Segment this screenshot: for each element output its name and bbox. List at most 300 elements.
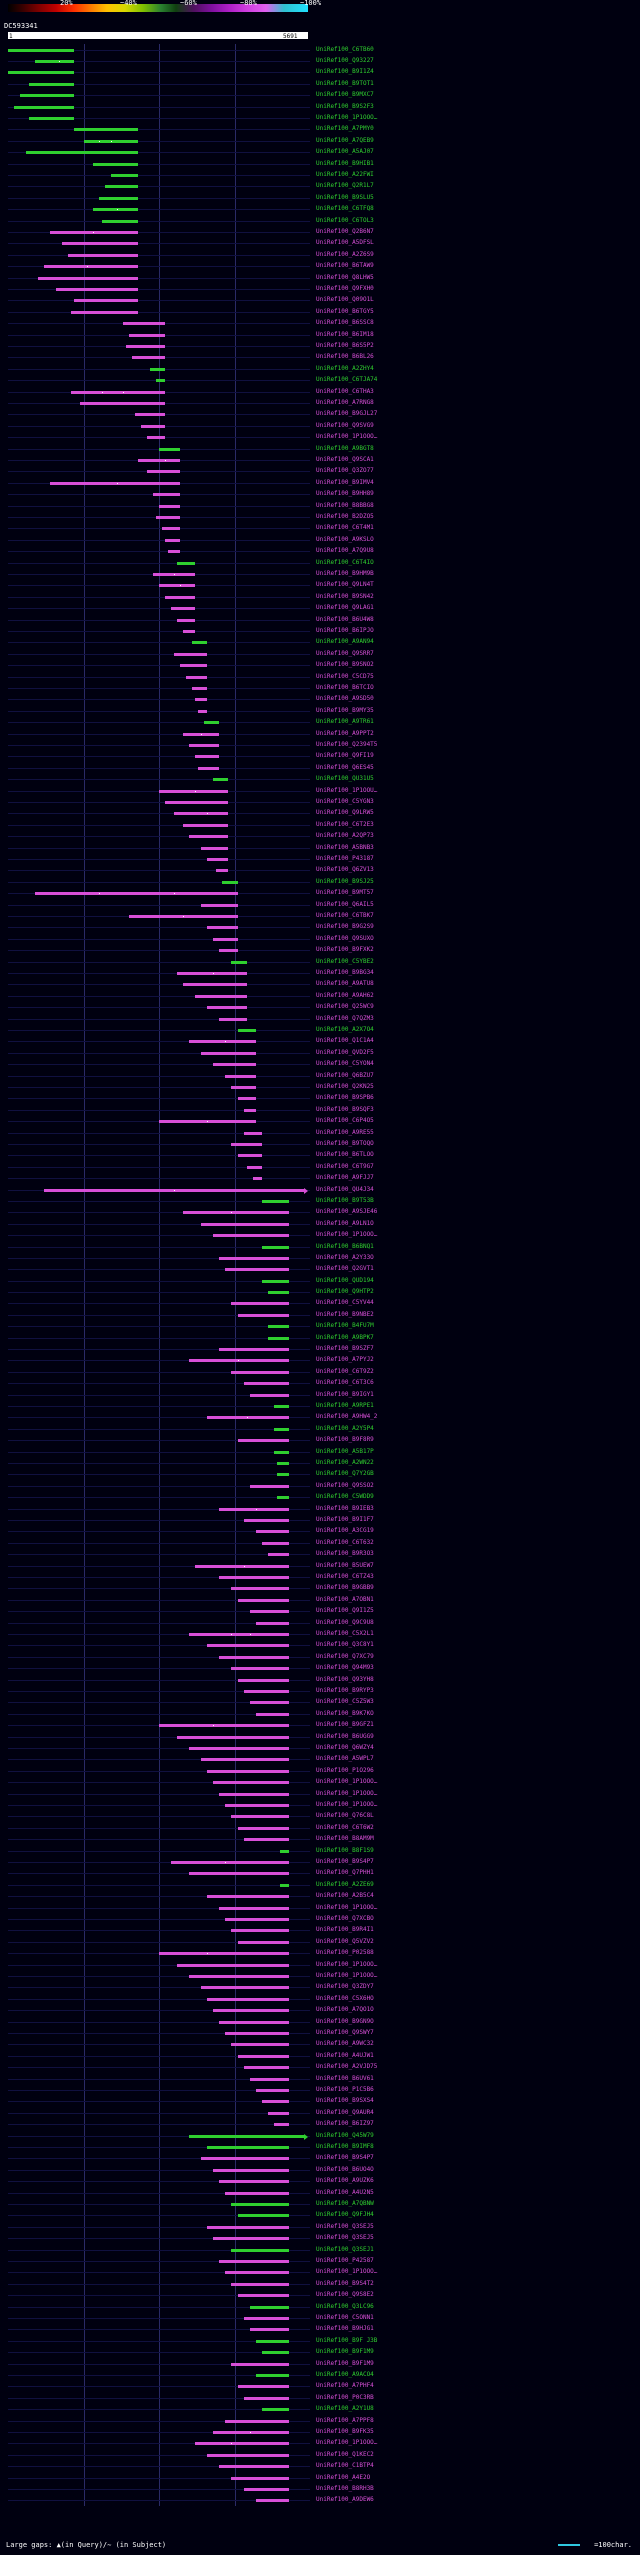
- hit-label[interactable]: UniRef100_A7RNG8: [316, 399, 374, 407]
- hit-label[interactable]: UniRef100_A5AJ07: [316, 148, 374, 156]
- hsp-bar[interactable]: [129, 915, 238, 918]
- hit-label[interactable]: UniRef100_A22FWI: [316, 171, 374, 179]
- hsp-bar[interactable]: [8, 49, 74, 52]
- hit-label[interactable]: UniRef100_Q9SSO2: [316, 1481, 374, 1489]
- hit-label[interactable]: UniRef100_A4UJW1: [316, 2051, 374, 2059]
- hsp-bar[interactable]: [231, 2477, 288, 2480]
- hsp-bar[interactable]: [156, 516, 180, 519]
- hit-label[interactable]: UniRef100_B9S2F3: [316, 102, 374, 110]
- hsp-bar[interactable]: [111, 174, 138, 177]
- hit-label[interactable]: UniRef100_Q9LRW5: [316, 809, 374, 817]
- hit-label[interactable]: UniRef100_C6P4O5: [316, 1117, 374, 1125]
- hit-label[interactable]: UniRef100_B9SXS4: [316, 2097, 374, 2105]
- hsp-bar[interactable]: [238, 1029, 256, 1032]
- hsp-bar[interactable]: [216, 869, 228, 872]
- hsp-bar[interactable]: [219, 2260, 288, 2263]
- hsp-bar[interactable]: [262, 1542, 289, 1545]
- hit-label[interactable]: UniRef100_QU31U5: [316, 775, 374, 783]
- hit-label[interactable]: UniRef100_B6TLOO: [316, 1151, 374, 1159]
- hsp-bar[interactable]: [231, 1086, 255, 1089]
- hsp-bar[interactable]: [132, 356, 165, 359]
- hit-label[interactable]: UniRef100_Q2R1L7: [316, 182, 374, 190]
- hit-label[interactable]: UniRef100_B9F8R9: [316, 1436, 374, 1444]
- hsp-bar[interactable]: [150, 368, 165, 371]
- hit-label[interactable]: UniRef100_QU4J34: [316, 1185, 374, 1193]
- hit-label[interactable]: UniRef100_Q7XC79: [316, 1652, 374, 1660]
- hit-label[interactable]: UniRef100_C6T9G7: [316, 1162, 374, 1170]
- hsp-bar[interactable]: [247, 1166, 262, 1169]
- hsp-bar[interactable]: [105, 185, 138, 188]
- hsp-bar[interactable]: [256, 2340, 289, 2343]
- hit-label[interactable]: UniRef100_B9RYP3: [316, 1687, 374, 1695]
- hsp-bar[interactable]: [225, 1268, 288, 1271]
- hsp-bar[interactable]: [93, 208, 138, 211]
- hsp-bar[interactable]: [207, 2146, 289, 2149]
- hit-label[interactable]: UniRef100_Q9LAG1: [316, 604, 374, 612]
- hsp-bar[interactable]: [174, 653, 207, 656]
- hsp-bar[interactable]: [225, 2420, 288, 2423]
- hsp-bar[interactable]: [35, 892, 237, 895]
- hsp-bar[interactable]: [231, 2249, 288, 2252]
- hsp-bar[interactable]: [207, 1416, 289, 1419]
- hsp-bar[interactable]: [219, 2021, 288, 2024]
- hsp-bar[interactable]: [207, 1770, 289, 1773]
- hsp-bar[interactable]: [244, 2488, 289, 2491]
- hit-label[interactable]: UniRef100_B6IZ97: [316, 2120, 374, 2128]
- hsp-bar[interactable]: [165, 596, 195, 599]
- hsp-bar[interactable]: [231, 1815, 288, 1818]
- hit-label[interactable]: UniRef100_Q9I1Z5: [316, 1607, 374, 1615]
- hit-label[interactable]: UniRef100_C6T9Z2: [316, 1367, 374, 1375]
- hsp-bar[interactable]: [231, 1929, 288, 1932]
- hsp-bar[interactable]: [244, 1132, 262, 1135]
- hit-label[interactable]: UniRef100_Q93227: [316, 57, 374, 65]
- hsp-bar[interactable]: [244, 1109, 256, 1112]
- hsp-bar[interactable]: [231, 2203, 288, 2206]
- hit-label[interactable]: UniRef100_B6TGY5: [316, 307, 374, 315]
- hsp-bar[interactable]: [189, 1633, 289, 1636]
- hsp-bar[interactable]: [244, 1838, 289, 1841]
- hit-label[interactable]: UniRef100_1P1OOO…: [316, 1960, 378, 1968]
- hsp-bar[interactable]: [195, 755, 219, 758]
- hit-label[interactable]: UniRef100_Q94M93: [316, 1664, 374, 1672]
- hit-label[interactable]: UniRef100_A3CG19: [316, 1527, 374, 1535]
- hit-label[interactable]: UniRef100_B6BL26: [316, 353, 374, 361]
- hit-label[interactable]: UniRef100_B9GFZ1: [316, 1721, 374, 1729]
- hsp-bar[interactable]: [219, 2180, 288, 2183]
- hit-label[interactable]: UniRef100_B9GBB9: [316, 1584, 374, 1592]
- hsp-bar[interactable]: [268, 1325, 289, 1328]
- hit-label[interactable]: UniRef100_B6S5P2: [316, 342, 374, 350]
- hsp-bar[interactable]: [168, 550, 180, 553]
- hit-label[interactable]: UniRef100_Q9C9U8: [316, 1618, 374, 1626]
- hsp-bar[interactable]: [219, 1656, 288, 1659]
- hit-label[interactable]: UniRef100_B9IMV4: [316, 478, 374, 486]
- hsp-bar[interactable]: [159, 1952, 289, 1955]
- hsp-bar[interactable]: [35, 60, 74, 63]
- hsp-bar[interactable]: [256, 2499, 289, 2502]
- hsp-bar[interactable]: [195, 2442, 289, 2445]
- hit-label[interactable]: UniRef100_A2Y5P4: [316, 1424, 374, 1432]
- hit-label[interactable]: UniRef100_A7OBN1: [316, 1595, 374, 1603]
- hit-label[interactable]: UniRef100_B9BG34: [316, 968, 374, 976]
- hsp-bar[interactable]: [195, 698, 207, 701]
- hsp-bar[interactable]: [225, 1075, 255, 1078]
- hit-label[interactable]: UniRef100_C6T2E3: [316, 820, 374, 828]
- hit-label[interactable]: UniRef100_C6T632: [316, 1538, 374, 1546]
- hit-label[interactable]: UniRef100_A7Q9U8: [316, 547, 374, 555]
- hsp-bar[interactable]: [250, 1485, 289, 1488]
- hit-label[interactable]: UniRef100_Q6ZV13: [316, 866, 374, 874]
- hsp-bar[interactable]: [225, 2271, 288, 2274]
- hit-label[interactable]: UniRef100_Q3SEJ1: [316, 2245, 374, 2253]
- hsp-bar[interactable]: [201, 904, 237, 907]
- hit-label[interactable]: UniRef100_B8F1S9: [316, 1846, 374, 1854]
- hit-label[interactable]: UniRef100_A9RPE1: [316, 1402, 374, 1410]
- hsp-bar[interactable]: [207, 2226, 289, 2229]
- hsp-bar[interactable]: [231, 1667, 288, 1670]
- hsp-bar[interactable]: [244, 1519, 289, 1522]
- hit-label[interactable]: UniRef100_Q6AIL5: [316, 900, 374, 908]
- hit-label[interactable]: UniRef100_Q09O1L: [316, 296, 374, 304]
- hsp-bar[interactable]: [201, 847, 228, 850]
- hit-label[interactable]: UniRef100_Q7QZM3: [316, 1014, 374, 1022]
- hit-label[interactable]: UniRef100_P02588: [316, 1949, 374, 1957]
- hsp-bar[interactable]: [238, 1599, 289, 1602]
- hsp-bar[interactable]: [71, 391, 165, 394]
- hsp-bar[interactable]: [274, 1405, 289, 1408]
- hit-label[interactable]: UniRef100_A9FJJ7: [316, 1174, 374, 1182]
- hit-label[interactable]: UniRef100_B4FU7M: [316, 1322, 374, 1330]
- hit-label[interactable]: UniRef100_B9FXK2: [316, 946, 374, 954]
- hsp-bar[interactable]: [102, 220, 138, 223]
- hsp-bar[interactable]: [225, 2192, 288, 2195]
- hit-label[interactable]: UniRef100_B9R3O3: [316, 1550, 374, 1558]
- hit-label[interactable]: UniRef100_C6T6W2: [316, 1823, 374, 1831]
- hsp-bar[interactable]: [126, 345, 165, 348]
- hit-label[interactable]: UniRef100_Q3ZO77: [316, 467, 374, 475]
- hit-label[interactable]: UniRef100_1P1OOO…: [316, 1778, 378, 1786]
- hit-label[interactable]: UniRef100_Q93YH8: [316, 1675, 374, 1683]
- hit-label[interactable]: UniRef100_B6TAW9: [316, 262, 374, 270]
- hsp-bar[interactable]: [180, 664, 207, 667]
- hit-label[interactable]: UniRef100_1P1OOO…: [316, 1903, 378, 1911]
- hsp-bar[interactable]: [159, 1724, 289, 1727]
- hsp-bar[interactable]: [256, 1622, 289, 1625]
- hsp-bar[interactable]: [219, 1576, 288, 1579]
- hsp-bar[interactable]: [268, 2112, 289, 2115]
- hit-label[interactable]: UniRef100_1P1OOO…: [316, 1789, 378, 1797]
- hsp-bar[interactable]: [147, 436, 165, 439]
- hsp-bar[interactable]: [147, 470, 180, 473]
- hit-label[interactable]: UniRef100_Q3C8Y1: [316, 1641, 374, 1649]
- hit-label[interactable]: UniRef100_B9SNO2: [316, 661, 374, 669]
- hsp-bar[interactable]: [56, 288, 138, 291]
- hsp-bar[interactable]: [250, 1610, 289, 1613]
- hsp-bar[interactable]: [238, 2385, 289, 2388]
- hsp-bar[interactable]: [244, 1382, 289, 1385]
- hit-label[interactable]: UniRef100_C5YON4: [316, 1060, 374, 1068]
- hsp-bar[interactable]: [201, 1223, 289, 1226]
- hit-label[interactable]: UniRef100_B9F1M9: [316, 2348, 374, 2356]
- hsp-bar[interactable]: [219, 1793, 288, 1796]
- hit-label[interactable]: UniRef100_A2WN22: [316, 1459, 374, 1467]
- hsp-bar[interactable]: [262, 1280, 289, 1283]
- hsp-bar[interactable]: [213, 2431, 289, 2434]
- hsp-bar[interactable]: [268, 1291, 289, 1294]
- hsp-bar[interactable]: [262, 2351, 289, 2354]
- hsp-bar[interactable]: [250, 2078, 289, 2081]
- hsp-bar[interactable]: [244, 2317, 289, 2320]
- hit-label[interactable]: UniRef100_B9S4P7: [316, 1858, 374, 1865]
- hit-label[interactable]: UniRef100_B9HIB1: [316, 159, 374, 167]
- hit-label[interactable]: UniRef100_A4E2O: [316, 2473, 371, 2481]
- hsp-bar[interactable]: [231, 1143, 261, 1146]
- hsp-bar[interactable]: [213, 1234, 289, 1237]
- hit-label[interactable]: UniRef100_C5ONN1: [316, 2313, 374, 2321]
- hit-label[interactable]: UniRef100_B9HJG1: [316, 2325, 374, 2333]
- hit-label[interactable]: UniRef100_Q9AUR4: [316, 2108, 374, 2116]
- hsp-bar[interactable]: [256, 2374, 289, 2377]
- hit-label[interactable]: UniRef100_A9UZK6: [316, 2177, 374, 2185]
- hsp-bar[interactable]: [250, 1394, 289, 1397]
- hit-label[interactable]: UniRef100_P1O296: [316, 1766, 374, 1774]
- hit-label[interactable]: UniRef100_B9IGY1: [316, 1390, 374, 1398]
- hsp-bar[interactable]: [238, 1154, 262, 1157]
- hit-label[interactable]: UniRef100_C6TFQ8: [316, 205, 374, 213]
- hit-label[interactable]: UniRef100_Q9HTP2: [316, 1288, 374, 1296]
- hsp-bar[interactable]: [244, 2066, 289, 2069]
- hit-label[interactable]: UniRef100_C6TJA74: [316, 376, 378, 384]
- hit-label[interactable]: UniRef100_B9SQF3: [316, 1105, 374, 1113]
- hit-label[interactable]: UniRef100_Q1C1A4: [316, 1037, 374, 1045]
- hit-label[interactable]: UniRef100_1P1OOO…: [316, 114, 378, 122]
- hit-label[interactable]: UniRef100_B6UGG9: [316, 1732, 374, 1740]
- hsp-bar[interactable]: [177, 1964, 289, 1967]
- hit-label[interactable]: UniRef100_A5BNB3: [316, 843, 374, 851]
- hsp-bar[interactable]: [156, 379, 165, 382]
- hsp-bar[interactable]: [256, 1713, 289, 1716]
- hit-label[interactable]: UniRef100_A5DFSL: [316, 239, 374, 247]
- hsp-bar[interactable]: [280, 1850, 289, 1853]
- hit-label[interactable]: UniRef100_A9BGT8: [316, 444, 374, 452]
- hsp-bar[interactable]: [213, 2009, 289, 2012]
- hit-label[interactable]: UniRef100_Q6BZU7: [316, 1071, 374, 1079]
- hit-label[interactable]: UniRef100_P0C3RB: [316, 2393, 374, 2401]
- hsp-bar[interactable]: [29, 117, 74, 120]
- hsp-bar[interactable]: [219, 1508, 288, 1511]
- hsp-bar[interactable]: [93, 163, 138, 166]
- hit-label[interactable]: UniRef100_A9LN1O: [316, 1219, 374, 1227]
- hit-label[interactable]: UniRef100_A4U2N5: [316, 2188, 374, 2196]
- hit-label[interactable]: UniRef100_B9T53B: [316, 1196, 374, 1204]
- hsp-bar[interactable]: [192, 641, 207, 644]
- hit-label[interactable]: UniRef100_A7PMY0: [316, 125, 374, 133]
- hit-label[interactable]: UniRef100_B9HM9B: [316, 570, 374, 577]
- hsp-bar[interactable]: [44, 265, 138, 268]
- hit-label[interactable]: UniRef100_C5CD75: [316, 672, 374, 680]
- hit-label[interactable]: UniRef100_Q9FI19: [316, 752, 374, 760]
- hit-label[interactable]: UniRef100_B2DZO5: [316, 513, 374, 521]
- hsp-bar[interactable]: [198, 767, 219, 770]
- hsp-bar[interactable]: [80, 402, 165, 405]
- hit-label[interactable]: UniRef100_A7QBNW: [316, 2199, 374, 2207]
- hit-label[interactable]: UniRef100_B9MT57: [316, 889, 374, 897]
- hsp-bar[interactable]: [26, 151, 138, 154]
- hit-label[interactable]: UniRef100_A7QEB9: [316, 136, 374, 144]
- hsp-bar[interactable]: [238, 1314, 289, 1317]
- hit-label[interactable]: UniRef100_A7PYJ2: [316, 1356, 374, 1364]
- hit-label[interactable]: UniRef100_B6IPJO: [316, 627, 374, 634]
- hit-label[interactable]: UniRef100_A7PPF8: [316, 2416, 374, 2424]
- hsp-bar[interactable]: [99, 197, 138, 200]
- hsp-bar[interactable]: [159, 1120, 256, 1123]
- hsp-bar[interactable]: [201, 1758, 289, 1761]
- hit-label[interactable]: UniRef100_C6TB60: [316, 45, 374, 53]
- hsp-bar[interactable]: [207, 1998, 289, 2001]
- hsp-bar[interactable]: [198, 710, 207, 713]
- hit-label[interactable]: UniRef100_Q6WZY4: [316, 1744, 374, 1752]
- hit-label[interactable]: UniRef100_Q5VZV2: [316, 1937, 374, 1945]
- hit-label[interactable]: UniRef100_C6T4IO: [316, 558, 374, 566]
- hsp-bar[interactable]: [231, 2283, 288, 2286]
- hit-label[interactable]: UniRef100_B9IEB3: [316, 1504, 374, 1512]
- hit-label[interactable]: UniRef100_B9IMF8: [316, 2142, 374, 2150]
- hsp-bar[interactable]: [174, 812, 228, 815]
- hit-label[interactable]: UniRef100_B9SLU5: [316, 193, 374, 201]
- hit-label[interactable]: UniRef100_Q9FXH0: [316, 285, 374, 293]
- hsp-bar[interactable]: [153, 573, 195, 576]
- hsp-bar[interactable]: [231, 961, 246, 964]
- hit-label[interactable]: UniRef100_A5B17P: [316, 1447, 374, 1455]
- hit-label[interactable]: UniRef100_Q9S8E2: [316, 2291, 374, 2299]
- hit-label[interactable]: UniRef100_Q2394T5: [316, 740, 378, 748]
- hsp-bar[interactable]: [183, 824, 228, 827]
- hit-label[interactable]: UniRef100_B9TOT1: [316, 79, 374, 87]
- hsp-bar[interactable]: [138, 459, 180, 462]
- hit-label[interactable]: UniRef100_Q7PHH1: [316, 1869, 374, 1877]
- hsp-bar[interactable]: [162, 527, 180, 530]
- hit-label[interactable]: UniRef100_A2Y33O: [316, 1253, 374, 1261]
- hsp-bar[interactable]: [222, 881, 237, 884]
- hit-label[interactable]: UniRef100_1P1OOO…: [316, 1971, 378, 1979]
- hsp-bar[interactable]: [262, 1246, 289, 1249]
- hit-label[interactable]: UniRef100_B9S4P7: [316, 2154, 374, 2162]
- hsp-bar[interactable]: [189, 1872, 289, 1875]
- hsp-bar[interactable]: [62, 242, 138, 245]
- hsp-bar[interactable]: [177, 972, 246, 975]
- hsp-bar[interactable]: [238, 2214, 289, 2217]
- hsp-bar[interactable]: [256, 1530, 289, 1533]
- hit-label[interactable]: UniRef100_C5YBE2: [316, 957, 374, 965]
- hsp-bar[interactable]: [219, 1018, 246, 1021]
- hsp-bar[interactable]: [256, 2089, 289, 2092]
- hit-label[interactable]: UniRef100_A9KSLO: [316, 535, 374, 543]
- hsp-bar[interactable]: [44, 1189, 304, 1192]
- hit-label[interactable]: UniRef100_B9TOQO: [316, 1139, 374, 1147]
- hsp-bar[interactable]: [14, 106, 74, 109]
- hit-label[interactable]: UniRef100_A2ZHY4: [316, 364, 374, 372]
- hit-label[interactable]: UniRef100_B9FK35: [316, 2427, 374, 2435]
- hit-label[interactable]: UniRef100_B9SN42: [316, 592, 374, 600]
- hit-label[interactable]: UniRef100_Q7Y2GB: [316, 1470, 374, 1478]
- hsp-bar[interactable]: [183, 733, 219, 736]
- hsp-bar[interactable]: [280, 1884, 289, 1887]
- hsp-bar[interactable]: [213, 2237, 289, 2240]
- hit-label[interactable]: UniRef100_Q3SEJ5: [316, 2222, 374, 2230]
- hsp-bar[interactable]: [231, 2043, 288, 2046]
- hit-label[interactable]: UniRef100_B9NBE2: [316, 1310, 374, 1318]
- hsp-bar[interactable]: [231, 2363, 288, 2366]
- hit-label[interactable]: UniRef100_A9AH62: [316, 991, 374, 999]
- hsp-bar[interactable]: [159, 505, 180, 508]
- hsp-bar[interactable]: [201, 1986, 289, 1989]
- hit-label[interactable]: UniRef100_B9R4I1: [316, 1926, 374, 1934]
- hit-label[interactable]: UniRef100_1P1OOO…: [316, 1231, 378, 1239]
- hit-label[interactable]: UniRef100_Q2KN25: [316, 1082, 374, 1090]
- hit-label[interactable]: UniRef100_A2B5C4: [316, 1892, 374, 1900]
- hsp-bar[interactable]: [159, 790, 228, 793]
- hsp-bar[interactable]: [238, 1679, 289, 1682]
- hsp-bar[interactable]: [225, 1804, 288, 1807]
- hit-label[interactable]: UniRef100_Q3SEJ5: [316, 2234, 374, 2242]
- hsp-bar[interactable]: [219, 949, 237, 952]
- hit-label[interactable]: UniRef100_QUD194: [316, 1276, 374, 1284]
- hsp-bar[interactable]: [84, 140, 138, 143]
- hsp-bar[interactable]: [141, 425, 165, 428]
- hsp-bar[interactable]: [189, 2135, 304, 2138]
- hit-label[interactable]: UniRef100_A9ACO4: [316, 2370, 374, 2378]
- hsp-bar[interactable]: [165, 801, 228, 804]
- hit-label[interactable]: UniRef100_B8RH3B: [316, 2484, 374, 2492]
- hsp-bar[interactable]: [135, 413, 165, 416]
- hit-label[interactable]: UniRef100_A7QO1O: [316, 2006, 374, 2014]
- hit-label[interactable]: UniRef100_1P1OOO…: [316, 1801, 378, 1808]
- hsp-bar[interactable]: [207, 1006, 246, 1009]
- hit-label[interactable]: UniRef100_B9GN9O: [316, 2017, 374, 2025]
- hit-label[interactable]: UniRef100_1P1OOO…: [316, 433, 378, 441]
- hsp-bar[interactable]: [219, 1257, 288, 1260]
- hsp-bar[interactable]: [20, 94, 74, 97]
- hsp-bar[interactable]: [277, 1496, 289, 1499]
- hsp-bar[interactable]: [183, 1211, 289, 1214]
- hit-label[interactable]: UniRef100_B9F1M9: [316, 2359, 374, 2367]
- hsp-bar[interactable]: [207, 926, 237, 929]
- hit-label[interactable]: UniRef100_B6U4W8: [316, 615, 374, 623]
- hsp-bar[interactable]: [177, 562, 195, 565]
- hsp-bar[interactable]: [238, 2294, 289, 2297]
- hsp-bar[interactable]: [244, 2397, 289, 2400]
- hsp-bar[interactable]: [213, 778, 228, 781]
- hit-label[interactable]: UniRef100_A7PHF4: [316, 2382, 374, 2390]
- hsp-bar[interactable]: [171, 1861, 289, 1864]
- hsp-bar[interactable]: [189, 1359, 289, 1362]
- hsp-bar[interactable]: [186, 676, 207, 679]
- hit-label[interactable]: UniRef100_B6IM18: [316, 330, 374, 338]
- hsp-bar[interactable]: [38, 277, 138, 280]
- hit-label[interactable]: UniRef100_A9TR61: [316, 718, 374, 726]
- hit-label[interactable]: UniRef100_A2QP73: [316, 832, 374, 840]
- hit-label[interactable]: UniRef100_A9ATU8: [316, 980, 374, 988]
- hit-label[interactable]: UniRef100_C5YGN3: [316, 797, 374, 805]
- hit-label[interactable]: UniRef100_C5X6HO: [316, 1994, 374, 2002]
- hsp-bar[interactable]: [231, 1302, 288, 1305]
- hsp-bar[interactable]: [177, 619, 195, 622]
- hit-label[interactable]: UniRef100_B6SSC8: [316, 319, 374, 327]
- hsp-bar[interactable]: [253, 1177, 262, 1180]
- hsp-bar[interactable]: [123, 322, 165, 325]
- hit-label[interactable]: UniRef100_C6THA3: [316, 387, 374, 395]
